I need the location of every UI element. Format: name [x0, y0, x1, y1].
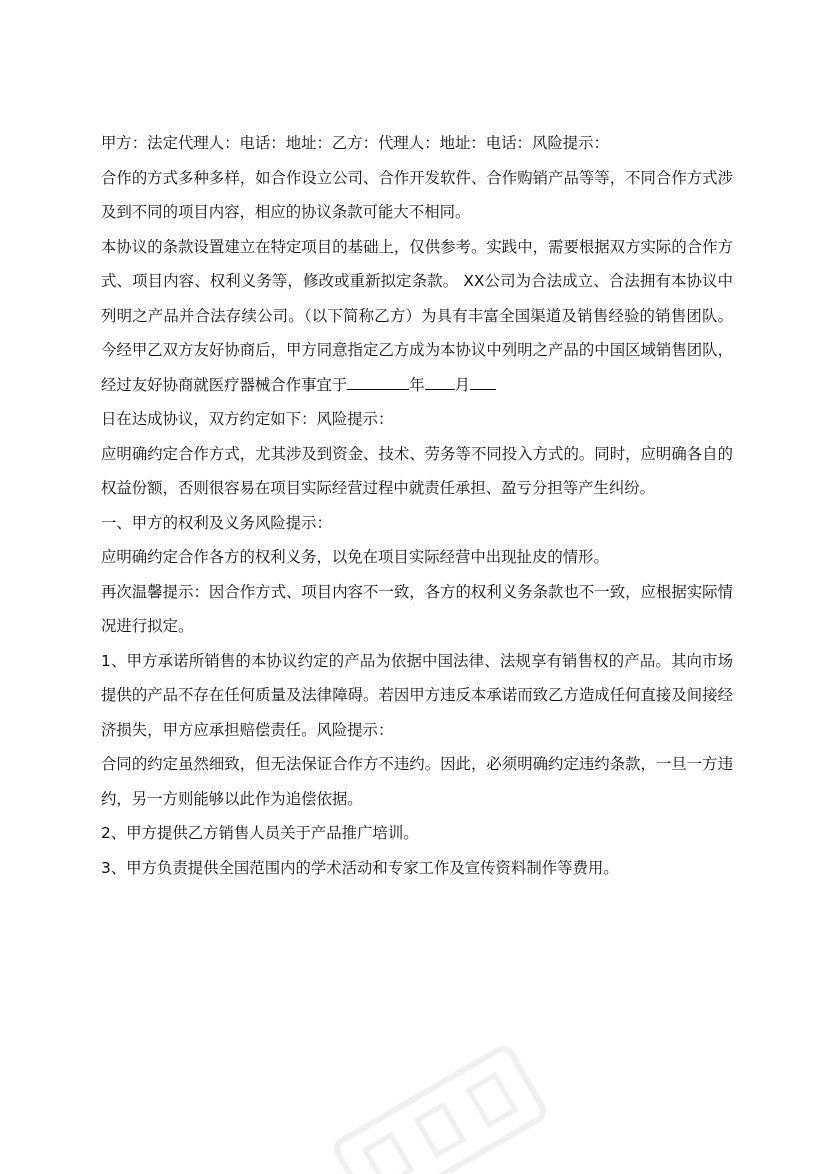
year-blank [347, 372, 409, 390]
risk-note-cooperation-modes: 合作的方式多种多样，如合作设立公司、合作开发软件、合作购销产品等等，不同合作方式涉及到不同的项目内容，相应的协议条款可能大不相同。 [101, 168, 733, 221]
parties-line: 甲方：法定代理人：电话：地址：乙方：代理人：地址：电话：风险提示： [101, 134, 609, 152]
month-label: 月 [454, 375, 471, 394]
clause-2: 2、甲方提供乙方销售人员关于产品推广培训。 [101, 824, 419, 842]
agreement-preamble [101, 230, 733, 437]
day-blank [470, 372, 496, 390]
document-body [101, 126, 733, 885]
clause-3: 3、甲方负责提供全国范围内的学术活动和专家工作及宣传资料制作等费用。 [101, 858, 619, 877]
risk-note-investment: 应明确约定合作方式，尤其涉及到资金、技术、劳务等不同投入方式的。同时，应明确各自的权益份额，否则很容易在项目实际经营过程中就责任承担、盈亏分担等产生纠纷。 [101, 444, 733, 497]
agreement-date-tail: 日在达成协议，双方约定如下：风险提示： [101, 410, 394, 428]
reminder-note: 再次温馨提示：因合作方式、项目内容不一致，各方的权利义务条款也不一致，应根据实际情况进行拟定。 [101, 582, 733, 635]
risk-note-breach: 合同的约定虽然细致，但无法保证合作方不违约。因此，必须明确约定违约条款，一旦一方违约，另一方则能够以此作为追偿依据。 [101, 755, 733, 808]
risk-note-rights: 应明确约定合作各方的权利义务，以免在项目实际经营中出现扯皮的情形。 [101, 548, 609, 566]
clause-1: 1、甲方承诺所销售的本协议约定的产品为依据中国法律、法规享有销售权的产品。其向市场提供的产品不存在任何质量及法律障碍。若因甲方违反本承诺而致乙方造成任何直接及间接经济损失，甲方应承担赔偿责任。风险提示： [101, 651, 733, 739]
watermark-logo [306, 1018, 574, 1174]
month-blank [425, 372, 455, 390]
year-label: 年 [409, 375, 425, 394]
section-heading-party-a: 一、甲方的权利及义务风险提示： [101, 513, 332, 532]
preamble-text: 本协议的条款设置建立在特定项目的基础上，仅供参考。实践中，需要根据双方实际的合作方式、项目内容、权利义务等，修改或重新拟定条款。 XX公司为合法成立、合法拥有本协议中列明之产品并合法存续公司。（以下简称乙方）为具有丰富全国渠道及销售经验的销售团队。今经甲乙双方友好协商后，甲方同意指定乙方成为本协议中列明之产品的中国区域销售团队，经过友好协商就医疗器械合作事宜于 [101, 237, 733, 394]
